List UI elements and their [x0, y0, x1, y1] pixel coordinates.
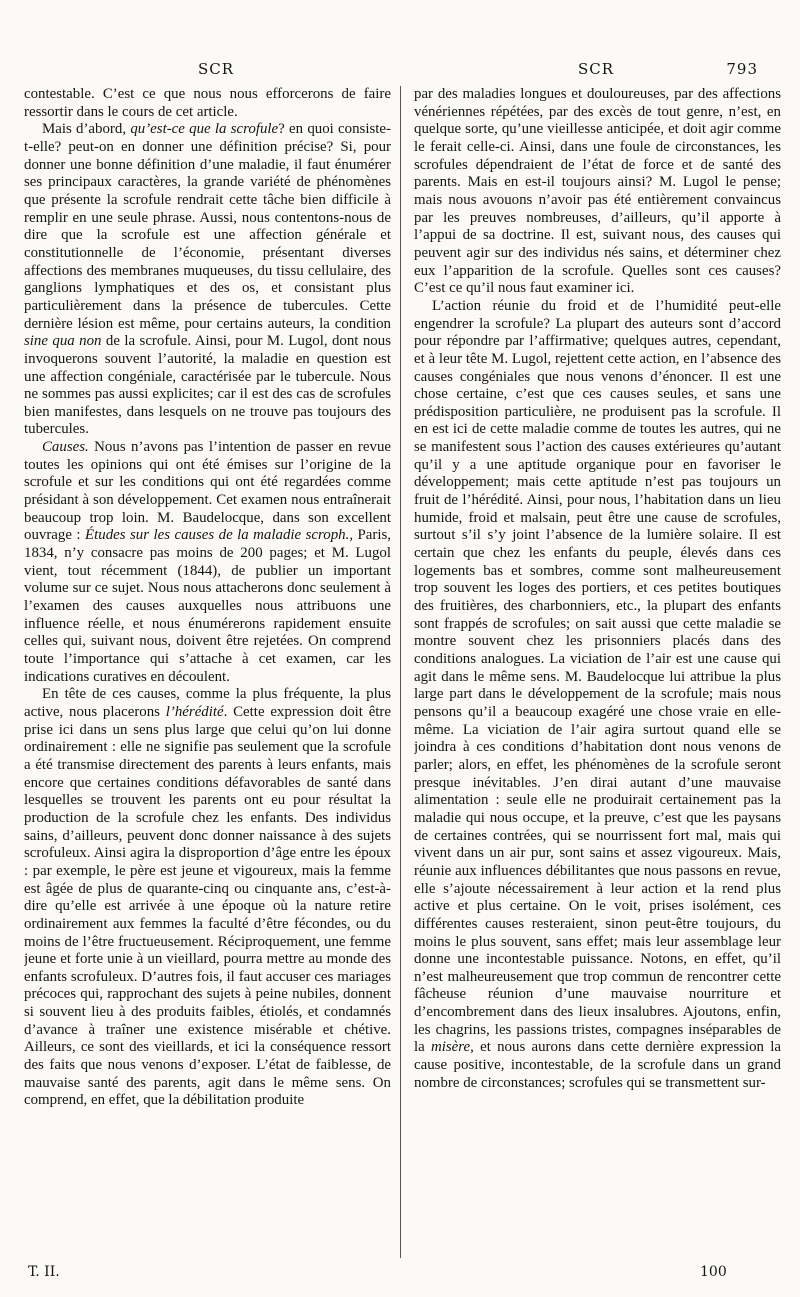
italic-text: l’hérédité — [165, 703, 224, 720]
right-column — [414, 86, 781, 1256]
running-head-left: SCR — [198, 60, 235, 78]
paragraph: Mais d’abord, qu’est-ce que la scrofule? en quoi consiste-t-elle? peut-on en donner une définition précise? Si, pour donner une bonne définition d’une maladie, il faut énumérer ses principaux caractères, la grande variété de phénomènes que présente la scrofule rendrait cette tâche bien difficile à remplir en une seule phrase. Aussi, nous contentons-nous de dire que la scrofule est une affection générale et constitutionnelle de l’économie, présentant diverses affections des membranes muqueuses, du tissu cellulaire, des ganglions lymphatiques et des os, et consistant plus particulièrement dans la présence de tubercules. Cette dernière lésion est même, pour certains auteurs, la condition sine qua non de la scrofule. Ainsi, pour M. Lugol, dont nous invoquerons souvent l’autorité, la maladie en question est une affection congéniale, caractérisée par le tubercule. Nous ne sommes pas aussi explicites; car il est des cas de scrofules bien manifestes, dans lesquels on ne trouve pas toujours des tubercules. — [24, 121, 391, 438]
volume-signature: T. II. — [28, 1264, 60, 1280]
column-divider — [400, 86, 401, 1258]
sheet-signature: 100 — [700, 1264, 727, 1280]
paragraph: L’action réunie du froid et de l’humidité peut-elle engendrer la scrofule? La plupart des auteurs sont d’accord pour répondre par l’affirmative; quelques autres, cependant, et à leur tête M. Lugol, rejettent cette action, en l’absence des causes congéniales que nous venons d’énoncer. Il est une chose certaine, c’est que ces causes seules, et sans une prédisposition particulière, ne produisent pas la scrofule. Il en est ici de cette maladie comme de toutes les autres, qui ne se manifestent sous l’action des causes extérieures qu’autant qu’il y a une aptitude organique pour en favoriser le développement; mais cette aptitude n’est pas toujours un fruit de l’hérédité. Ainsi, pour nous, l’habitation dans un lieu humide, froid et malsain, peut être une cause de scrofules, surtout s’il s’y joint l’absence de la lumière solaire. Il est certain que chez les enfants du peuple, élevés dans ces logements bas et sombres, comme sont malheureusement trop souvent les loges des portiers, et ces petites boutiques des fruitières, des charbonniers, etc., la plupart des enfants sont frappés de scrofules; on sait aussi que cette maladie se montre souvent chez les prisonniers placés dans des conditions analogues. La viciation de l’air est une cause qui agit dans le même sens. M. Baudelocque lui attribue la plus large part dans le développement de la scrofule; mais nous pensons qu’il a beaucoup exagéré une chose vraie en elle-même. La viciation de l’air agira surtout quand elle se joindra à ces conditions d’habitation dont nous venons de parler; alors, en effet, les phénomènes de la scrofule seront presque inévitables. J’en dirai autant d’une mauvaise alimentation : seule elle ne produirait certainement pas la maladie qui nous occupe, et la preuve, c’est que les paysans de certaines contrées, qui se nourrissent fort mal, mais qui vivent dans un air pur, sont sains et assez vigoureux. Mais, réunie aux influences débilitantes que nous passons en revue, elle s’ajoute nécessairement à leur action et la rend plus active et plus certaine. On le voit, prises isolément, ces différentes causes resteraient, sinon peut-être toujours, du moins le plus souvent, sans effet; mais leur assemblage leur donne une incontestable puissance. Notons, en effet, qu’il n’est malheureusement que trop commun de rencontrer cette fâcheuse réunion d’une mauvaise nourriture et d’encombrement dans des lieux insalubres. Ajoutons, enfin, les chagrins, les passions tristes, compagnes inséparables de la misère, et nous aurons dans cette dernière expression la cause positive, incontestable, de la scrofule dans un grand nombre de circonstances; scrofules qui se transmettent sur- — [414, 297, 781, 1091]
italic-text: Causes. — [42, 439, 89, 456]
paragraph: En tête de ces causes, comme la plus fréquente, la plus active, nous placerons l’hérédité. Cette expression doit être prise ici dans un sens plus large que celui qu’on lui donne ordinairement : elle ne signifie pas seulement que la scrofule a été transmise directement des parents à leurs enfants, mais encore que certaines conditions défavorables de santé dans lesquelles se trouvent les parents ont eu pour résultat la production de la scrofule chez les enfants. Des individus sains, d’ailleurs, peuvent donc donner naissance à des sujets scrofuleux. Ainsi agira la disproportion d’âge entre les époux : par exemple, le père est jeune et vigoureux, mais la femme est âgée de plus de quarante-cinq ou cinquante ans, c’est-à-dire qu’elle est arrivée à une époque où la nature retire ordinairement aux femmes la faculté d’être fécondes, ou du moins de l’être fructueusement. Réciproquement, une femme jeune et forte unie à un vieillard, pourra mettre au monde des enfants scrofuleux. D’autres fois, il faut accuser ces mariages précoces qui, rapprochant des sujets à peine nubiles, donnent si souvent lieu à des produits faibles, étiolés, et condamnés d’avance à traîner une existence misérable et chétive. Ailleurs, ce sont des vieillards, et ici la conséquence ressort des faits que nous venons d’exposer. L’état de faiblesse, de mauvaise santé des parents, agit dans le même sens. On comprend, en effet, que la débilitation produite — [24, 686, 391, 1109]
italic-text: qu’est-ce que la scrofule — [130, 121, 279, 138]
italic-text: sine qua non — [24, 333, 102, 350]
page-number: 793 — [726, 60, 758, 78]
paragraph: contestable. C’est ce que nous nous efforcerons de faire ressortir dans le cours de cet article. — [24, 86, 391, 120]
paragraph: Causes. Nous n’avons pas l’intention de passer en revue toutes les opinions qui ont été émises sur l’origine de la scrofule et sur les conditions qui ont été regardées comme présidant à son développement. Cet examen nous entraînerait beaucoup trop loin. M. Baudelocque, dans son excellent ouvrage : Études sur les causes de la maladie scroph., Paris, 1834, n’y consacre pas moins de 200 pages; et M. Lugol vient, tout récemment (1844), de publier un important volume sur ce sujet. Nous nous attacherons donc seulement à l’examen des causes auxquelles nous attribuons une influence réelle, et nous énumérerons rapidement ensuite celles qui, suivant nous, doivent être rejetées. On comprend toute l’importance qui s’attache à cet examen, car les indications curatives en découlent. — [24, 439, 391, 685]
italic-text: misère — [431, 1039, 471, 1056]
running-head-right: SCR — [578, 60, 615, 78]
left-column — [24, 86, 391, 1256]
italic-text: Études sur les causes de la maladie scroph. — [85, 527, 350, 544]
paragraph: par des maladies longues et douloureuses, par des affections vénériennes répétées, par des excès de tout genre, n’est, en quelque sorte, qu’une vieillesse anticipée, et doit agir comme le ferait celle-ci. Ainsi, dans une foule de circonstances, les scrofules dépendraient de l’état de force et de santé des parents. Mais en est-il toujours ainsi? M. Lugol le pense; mais nous avouons n’avoir pas été entièrement convaincus par les preuves nombreuses, d’ailleurs, qu’il apporte à l’appui de sa doctrine. Il est, suivant nous, des causes qui peuvent agir sur des individus nés sains, et déterminer chez eux l’apparition de la scrofule. Quelles sont ces causes? C’est ce qu’il nous faut examiner ici. — [414, 86, 781, 297]
